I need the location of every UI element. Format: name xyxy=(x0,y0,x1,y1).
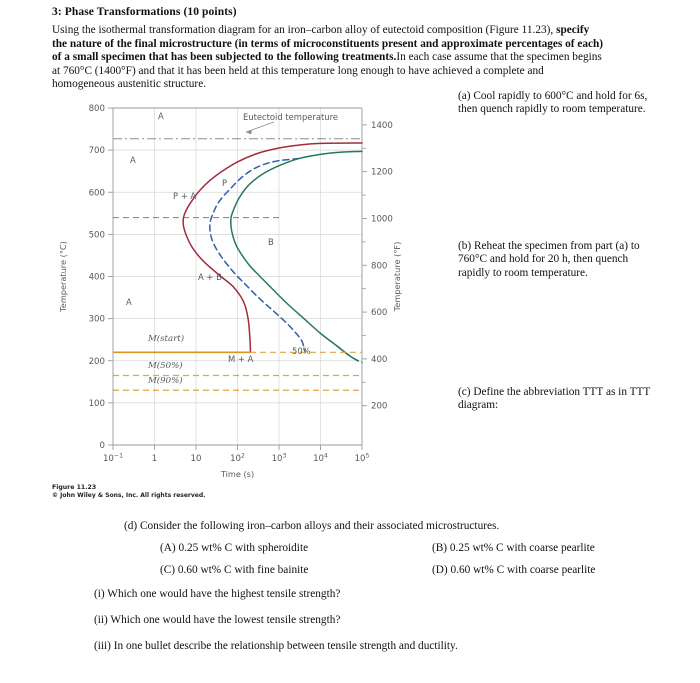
chart-annotation: A + B xyxy=(198,272,222,282)
chart-annotation: M + A xyxy=(228,354,254,364)
tick-label-right: 600 xyxy=(371,308,388,319)
curve-start xyxy=(183,143,362,352)
ttt-diagram-figure xyxy=(48,100,402,500)
tick-label-left: 200 xyxy=(88,356,105,367)
chart-annotation: P xyxy=(222,178,228,188)
prompt-line-1: Using the isothermal transformation diagram for an iron–carbon alloy of eutectoid composition (Figure 11.23), xyxy=(52,24,557,36)
prompt-line-3: In each case assume that the specimen begins xyxy=(396,51,602,64)
chart-annotation: 50% xyxy=(292,346,311,356)
chart-annotation: A xyxy=(126,297,132,307)
tick-label-left: 300 xyxy=(88,314,105,325)
tick-label-bottom: $10^5$ xyxy=(354,452,370,464)
tick-label-right: 200 xyxy=(371,401,388,412)
option-d: (D) 0.60 wt% C with coarse pearlite xyxy=(432,564,596,576)
part-d-intro: (d) Consider the following iron–carbon alloys and their associated microstructures. xyxy=(124,520,500,532)
figure-copyright: © John Wiley & Sons, Inc. All rights reserved. xyxy=(52,492,206,500)
prompt-line-4: at 760°C (1400°F) and that it has been held at this temperature long enough to have achieved a complete and xyxy=(52,64,544,77)
tick-label-bottom: 1 xyxy=(151,454,158,464)
question-ii: (ii) Which one would have the lowest tensile strength? xyxy=(94,614,341,626)
tick-label-bottom: 10 xyxy=(190,454,202,464)
prompt-bold-3: of a small specimen that has been subjected to the following treatments. xyxy=(52,51,397,64)
tick-label-left: 100 xyxy=(88,398,105,409)
option-b: (B) 0.25 wt% C with coarse pearlite xyxy=(432,542,595,554)
prompt-bold-2: the nature of the final microstructure (in terms of microconstituents present and approximate percentages of each) xyxy=(52,37,604,50)
eutectoid-leader-line xyxy=(246,122,274,132)
chart-annotation: M(start) xyxy=(148,334,185,344)
part-a-text: (a) Cool rapidly to 600°C and hold for 6s, then quench rapidly to room temperature. xyxy=(458,90,648,116)
tick-label-left: 800 xyxy=(88,104,105,114)
chart-annotation: M(50%) xyxy=(148,361,183,371)
y-axis-title-left: Temperature (°C) xyxy=(58,241,68,312)
tick-label-right: 1400 xyxy=(371,120,393,131)
tick-label-right: 800 xyxy=(371,261,388,272)
y-axis-title-right: Temperature (°F) xyxy=(392,241,402,312)
tick-label-left: 600 xyxy=(88,188,105,199)
option-c: (C) 0.60 wt% C with fine bainite xyxy=(160,564,309,576)
tick-label-bottom: $10^{-1}$ xyxy=(102,452,124,464)
x-axis-title: Time (s) xyxy=(220,469,255,479)
tick-label-bottom: $10^4$ xyxy=(313,452,328,464)
curve-finish xyxy=(231,151,362,360)
page-title: 3: Phase Transformations (10 points) xyxy=(52,6,237,18)
tick-label-right: 1000 xyxy=(371,214,393,225)
part-c-text: (c) Define the abbreviation TTT as in TTT diagram: xyxy=(458,386,651,412)
part-b-text: (b) Reheat the specimen from part (a) to 760°C and hold for 20 h, then quench rapidly to room temperature. xyxy=(458,240,640,279)
curve-finish-tail xyxy=(337,346,362,362)
chart-annotation: A xyxy=(158,111,164,121)
figure-caption xyxy=(52,484,352,501)
chart-annotation: Eutectoid temperature xyxy=(243,112,338,122)
question-prompt xyxy=(52,24,677,92)
prompt-bold-1: specify xyxy=(556,24,590,36)
figure-number: Figure 11.23 xyxy=(52,484,97,491)
tick-label-left: 700 xyxy=(88,146,105,157)
question-iii: (iii) In one bullet describe the relationship between tensile strength and ductility. xyxy=(94,640,458,652)
question-i: (i) Which one would have the highest tensile strength? xyxy=(94,588,341,600)
chart-annotation: A xyxy=(130,155,136,165)
tick-label-right: 400 xyxy=(371,354,388,365)
tick-label-left: 0 xyxy=(99,441,105,451)
tick-label-bottom: $10^2$ xyxy=(230,452,245,464)
chart-annotation: B xyxy=(268,237,274,247)
tick-label-right: 1200 xyxy=(371,167,393,178)
tick-label-left: 400 xyxy=(88,272,105,283)
option-a: (A) 0.25 wt% C with spheroidite xyxy=(160,542,309,554)
ttt-chart-svg xyxy=(48,100,402,500)
tick-label-left: 500 xyxy=(88,230,105,241)
tick-label-bottom: $10^3$ xyxy=(271,452,287,464)
chart-annotation: P + A xyxy=(173,191,197,201)
prompt-line-5: homogeneous austenitic structure. xyxy=(52,78,207,91)
chart-annotation: M(90%) xyxy=(148,376,183,386)
